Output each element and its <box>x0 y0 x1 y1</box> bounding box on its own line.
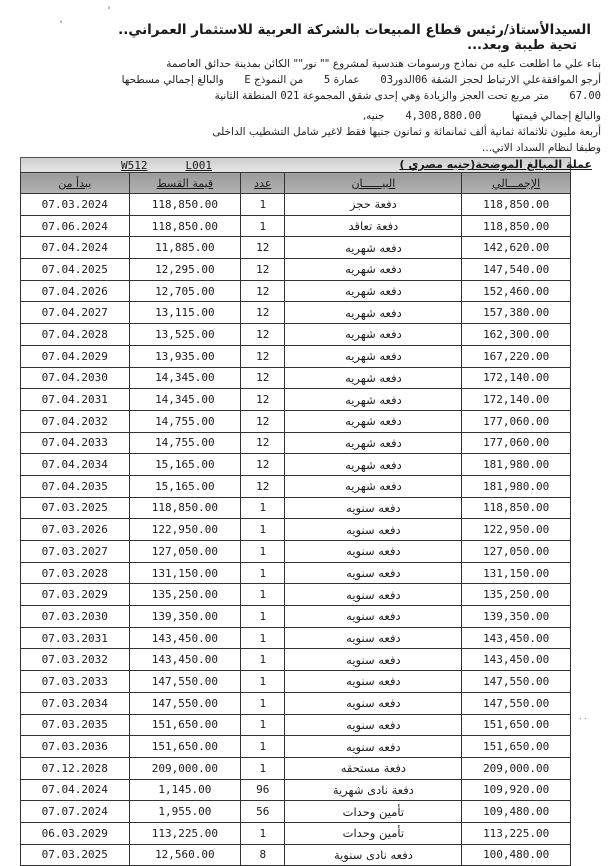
cell-count: 12 <box>241 367 285 389</box>
cell-installment: 122,950.00 <box>129 519 241 541</box>
table-row <box>21 497 571 519</box>
cell-start-date: 07.03.2025 <box>21 844 130 866</box>
letter-paragraph-line-3 <box>1 88 601 104</box>
table-header-row <box>21 173 571 194</box>
cell-description: دفعه شهريه <box>285 410 462 432</box>
cell-description: دفعة حجز <box>285 194 462 216</box>
cell-count: 1 <box>241 671 285 693</box>
table-codes <box>121 159 250 173</box>
cell-start-date: 07.03.2036 <box>21 736 130 758</box>
cell-count: 1 <box>241 649 285 671</box>
cell-installment: 143,450.00 <box>129 627 241 649</box>
unit-number: 06 <box>414 74 428 86</box>
cell-count: 1 <box>241 714 285 736</box>
cell-start-date: 07.03.2027 <box>21 541 130 563</box>
cell-installment: 12,295.00 <box>129 259 241 281</box>
cell-count: 12 <box>241 280 285 302</box>
cell-count: 12 <box>241 345 285 367</box>
building-label: عمارة <box>333 74 360 86</box>
cell-description: دفعه سنويه <box>285 541 462 563</box>
table-row <box>21 345 571 367</box>
payment-schedule <box>20 157 592 866</box>
cell-installment: 12,560.00 <box>129 844 241 866</box>
cell-installment: 118,850.00 <box>129 497 241 519</box>
reservation-text: أرجو الموافقةعلي الارتباط لحجز الشقة <box>430 74 601 86</box>
floor-number: 03 <box>380 74 394 86</box>
table-row <box>21 194 571 216</box>
cell-installment: 12,705.00 <box>129 280 241 302</box>
total-value: 4,308,880.00 <box>405 110 482 122</box>
cell-start-date: 07.03.2029 <box>21 584 130 606</box>
cell-start-date: 07.04.2033 <box>21 432 130 454</box>
cell-start-date: 07.07.2024 <box>21 801 130 823</box>
cell-start-date: 07.03.2034 <box>21 692 130 714</box>
cell-start-date: 07.04.2025 <box>21 259 130 281</box>
cell-count: 1 <box>241 822 285 844</box>
cell-count: 1 <box>241 627 285 649</box>
cell-installment: 15,165.00 <box>129 475 241 497</box>
cell-total: 172,140.00 <box>462 367 571 389</box>
cell-description: دفعه سنويه <box>285 736 462 758</box>
table-row <box>21 259 571 281</box>
cell-start-date: 07.12.2028 <box>21 757 130 779</box>
table-row <box>21 410 571 432</box>
cell-installment: 14,345.00 <box>129 389 241 411</box>
cell-count: 12 <box>241 324 285 346</box>
cell-start-date: 07.04.2028 <box>21 324 130 346</box>
total-currency: جنيه, <box>362 110 385 122</box>
area-intro-text: والبالغ إجمالي مسطحها <box>121 74 224 86</box>
table-row <box>21 475 571 497</box>
cell-count: 1 <box>241 519 285 541</box>
table-row <box>21 757 571 779</box>
table-row <box>21 302 571 324</box>
cell-description: دفعه شهريه <box>285 367 462 389</box>
letter-paragraph-line-2 <box>1 72 601 88</box>
cell-description: دفعه سنويه <box>285 649 462 671</box>
cell-count: 12 <box>241 259 285 281</box>
scan-mark: ˈ <box>58 20 65 31</box>
cell-description: دفعه شهريه <box>285 259 462 281</box>
table-row <box>21 367 571 389</box>
model-label: من النموذج <box>254 74 304 86</box>
table-row <box>21 714 571 736</box>
cell-installment: 1,145.00 <box>129 779 241 801</box>
cell-description: دفعه سنويه <box>285 714 462 736</box>
cell-count: 1 <box>241 215 285 237</box>
cell-count: 12 <box>241 454 285 476</box>
cell-total: 152,460.00 <box>462 280 571 302</box>
cell-installment: 147,550.00 <box>129 692 241 714</box>
cell-total: 181,980.00 <box>462 454 571 476</box>
cell-total: 118,850.00 <box>462 497 571 519</box>
cell-total: 172,140.00 <box>462 389 571 411</box>
total-value-line <box>1 108 601 124</box>
cell-start-date: 06.03.2029 <box>21 822 130 844</box>
cell-total: 157,380.00 <box>462 302 571 324</box>
cell-installment: 135,250.00 <box>129 584 241 606</box>
cell-start-date: 07.04.2031 <box>21 389 130 411</box>
cell-description: دفعه شهريه <box>285 324 462 346</box>
cell-count: 1 <box>241 606 285 628</box>
cell-installment: 118,850.00 <box>129 215 241 237</box>
code-w: W512 <box>121 159 148 172</box>
cell-count: 12 <box>241 432 285 454</box>
cell-total: 147,550.00 <box>462 692 571 714</box>
cell-description: دفعه شهريه <box>285 432 462 454</box>
cell-total: 181,980.00 <box>462 475 571 497</box>
building-number: 5 <box>323 74 331 86</box>
table-row <box>21 801 571 823</box>
cell-installment: 14,755.00 <box>129 410 241 432</box>
cell-total: 151,650.00 <box>462 714 571 736</box>
table-row <box>21 215 571 237</box>
header-total: الإجمـــالي <box>462 173 571 194</box>
cell-start-date: 07.04.2029 <box>21 345 130 367</box>
cell-count: 1 <box>241 584 285 606</box>
table-caption-bar <box>20 157 592 172</box>
cell-installment: 1,955.00 <box>129 801 241 823</box>
cell-installment: 143,450.00 <box>129 649 241 671</box>
cell-description: تأمين وحدات <box>285 822 462 844</box>
cell-total: 109,480.00 <box>462 801 571 823</box>
cell-start-date: 07.04.2035 <box>21 475 130 497</box>
table-row <box>21 584 571 606</box>
cell-start-date: 07.04.2034 <box>21 454 130 476</box>
cell-installment: 151,650.00 <box>129 736 241 758</box>
cell-total: 139,350.00 <box>462 606 571 628</box>
cell-total: 209,000.00 <box>462 757 571 779</box>
cell-total: 109,920.00 <box>462 779 571 801</box>
header-description: البيــــــان <box>285 173 462 194</box>
cell-count: 1 <box>241 541 285 563</box>
cell-count: 12 <box>241 302 285 324</box>
cell-description: دفعه سنويه <box>285 671 462 693</box>
cell-description: دفعه سنويه <box>285 497 462 519</box>
cell-start-date: 07.03.2024 <box>21 194 130 216</box>
header-installment: قيمة القسط <box>129 173 241 194</box>
cell-count: 1 <box>241 692 285 714</box>
cell-total: 118,850.00 <box>462 194 571 216</box>
table-row <box>21 280 571 302</box>
area-description: متر مربع تحت العجز والزيادة وهي إحدى شقق المجموعة <box>302 90 549 102</box>
cell-description: دفعه شهريه <box>285 454 462 476</box>
cell-start-date: 07.03.2035 <box>21 714 130 736</box>
cell-start-date: 07.06.2024 <box>21 215 130 237</box>
cell-start-date: 07.03.2030 <box>21 606 130 628</box>
table-row <box>21 779 571 801</box>
cell-installment: 118,850.00 <box>129 194 241 216</box>
table-row <box>21 736 571 758</box>
cell-start-date: 07.04.2024 <box>21 779 130 801</box>
total-label: والبالغ إجمالي قيمتها <box>511 110 601 122</box>
cell-description: دفعه شهريه <box>285 302 462 324</box>
table-row <box>21 324 571 346</box>
cell-description: دفعه شهريه <box>285 237 462 259</box>
cell-count: 1 <box>241 757 285 779</box>
model-code: E <box>244 74 251 86</box>
cell-installment: 113,225.00 <box>129 822 241 844</box>
cell-count: 1 <box>241 497 285 519</box>
unit-area: 67.00 <box>569 90 601 102</box>
table-row <box>21 606 571 628</box>
cell-description: دفعه نادى سنوية <box>285 844 462 866</box>
cell-installment: 15,165.00 <box>129 454 241 476</box>
cell-installment: 13,935.00 <box>129 345 241 367</box>
table-row <box>21 389 571 411</box>
cell-installment: 11,885.00 <box>129 237 241 259</box>
cell-installment: 209,000.00 <box>129 757 241 779</box>
table-row <box>21 432 571 454</box>
letter-greeting: تحية طيبة وبعد... <box>467 38 577 53</box>
cell-description: دفعه سنويه <box>285 606 462 628</box>
cell-total: 177,060.00 <box>462 410 571 432</box>
cell-description: دفعة نادى شهرية <box>285 779 462 801</box>
cell-total: 162,300.00 <box>462 324 571 346</box>
cell-count: 12 <box>241 389 285 411</box>
cell-total: 122,950.00 <box>462 519 571 541</box>
cell-count: 12 <box>241 475 285 497</box>
total-in-words: أربعة مليون ثلاثمائة ثمانية ألف ثمانمائة و ثمانون جنيها فقط لاغير شامل التشطيب الداخلى <box>212 126 601 138</box>
cell-total: 177,060.00 <box>462 432 571 454</box>
cell-start-date: 07.03.2028 <box>21 562 130 584</box>
cell-total: 143,450.00 <box>462 649 571 671</box>
cell-description: دفعه شهريه <box>285 475 462 497</box>
cell-total: 100,480.00 <box>462 844 571 866</box>
cell-start-date: 07.03.2032 <box>21 649 130 671</box>
cell-total: 142,620.00 <box>462 237 571 259</box>
table-row <box>21 519 571 541</box>
scan-mark: ˈ <box>106 6 113 17</box>
letter-paragraph-line-1: بناء علي ما اطلعت عليه من نماذج ورسومات هندسية لمشروع "" نور"" الكائن بمدينة حدائق العاصمة <box>166 58 601 70</box>
header-start-date: يبدأ من <box>21 173 130 194</box>
table-row <box>21 562 571 584</box>
cell-description: دفعه سنويه <box>285 627 462 649</box>
cell-installment: 13,115.00 <box>129 302 241 324</box>
cell-description: تأمين وحدات <box>285 801 462 823</box>
cell-start-date: 07.04.2030 <box>21 367 130 389</box>
cell-installment: 14,755.00 <box>129 432 241 454</box>
table-row <box>21 692 571 714</box>
cell-total: 135,250.00 <box>462 584 571 606</box>
cell-total: 143,450.00 <box>462 627 571 649</box>
table-row <box>21 454 571 476</box>
cell-description: دفعه شهريه <box>285 389 462 411</box>
cell-start-date: 07.04.2024 <box>21 237 130 259</box>
cell-total: 147,540.00 <box>462 259 571 281</box>
floor-label: الدور <box>393 74 415 86</box>
cell-start-date: 07.03.2025 <box>21 497 130 519</box>
cell-count: 96 <box>241 779 285 801</box>
cell-total: 151,650.00 <box>462 736 571 758</box>
cell-description: دفعه سنويه <box>285 519 462 541</box>
payment-table <box>20 172 571 866</box>
cell-start-date: 07.04.2032 <box>21 410 130 432</box>
cell-installment: 14,345.00 <box>129 367 241 389</box>
table-row <box>21 649 571 671</box>
table-row <box>21 822 571 844</box>
cell-start-date: 07.03.2031 <box>21 627 130 649</box>
cell-total: 118,850.00 <box>462 215 571 237</box>
table-row <box>21 671 571 693</box>
cell-start-date: 07.04.2026 <box>21 280 130 302</box>
cell-total: 147,550.00 <box>462 671 571 693</box>
cell-description: دفعة مستحقه <box>285 757 462 779</box>
cell-count: 1 <box>241 194 285 216</box>
cell-start-date: 07.03.2033 <box>21 671 130 693</box>
cell-total: 127,050.00 <box>462 541 571 563</box>
cell-count: 56 <box>241 801 285 823</box>
cell-start-date: 07.03.2026 <box>21 519 130 541</box>
cell-installment: 13,525.00 <box>129 324 241 346</box>
table-row <box>21 627 571 649</box>
scan-artifact: .. <box>578 712 588 721</box>
letter-addressee: السيدالأستاذ/رئيس قطاع المبيعات بالشركة العربية للاستثمار العمراني.. <box>118 22 591 38</box>
currency-caption: عملة المبالغ الموضحة(جنيه مصري ) <box>399 158 592 171</box>
table-row <box>21 541 571 563</box>
cell-installment: 139,350.00 <box>129 606 241 628</box>
table-row <box>21 237 571 259</box>
cell-count: 12 <box>241 237 285 259</box>
cell-total: 167,220.00 <box>462 345 571 367</box>
cell-description: دفعه سنويه <box>285 562 462 584</box>
cell-count: 12 <box>241 410 285 432</box>
payment-intro: وطبقا لنظام السداد الاتي... <box>482 142 601 154</box>
cell-description: دفعه سنويه <box>285 692 462 714</box>
cell-start-date: 07.04.2027 <box>21 302 130 324</box>
header-count: عدد <box>241 173 285 194</box>
cell-count: 8 <box>241 844 285 866</box>
cell-total: 131,150.00 <box>462 562 571 584</box>
cell-installment: 127,050.00 <box>129 541 241 563</box>
cell-count: 1 <box>241 736 285 758</box>
cell-description: دفعة تعاقد <box>285 215 462 237</box>
cell-description: دفعه شهريه <box>285 345 462 367</box>
group-number: 021 <box>280 90 300 102</box>
table-row <box>21 844 571 866</box>
zone-name: المنطقة الثانية <box>214 90 278 102</box>
cell-total: 113,225.00 <box>462 822 571 844</box>
cell-description: دفعه سنويه <box>285 584 462 606</box>
cell-description: دفعه شهريه <box>285 280 462 302</box>
code-l: L001 <box>185 159 212 172</box>
cell-installment: 151,650.00 <box>129 714 241 736</box>
cell-installment: 147,550.00 <box>129 671 241 693</box>
cell-installment: 131,150.00 <box>129 562 241 584</box>
cell-count: 1 <box>241 562 285 584</box>
